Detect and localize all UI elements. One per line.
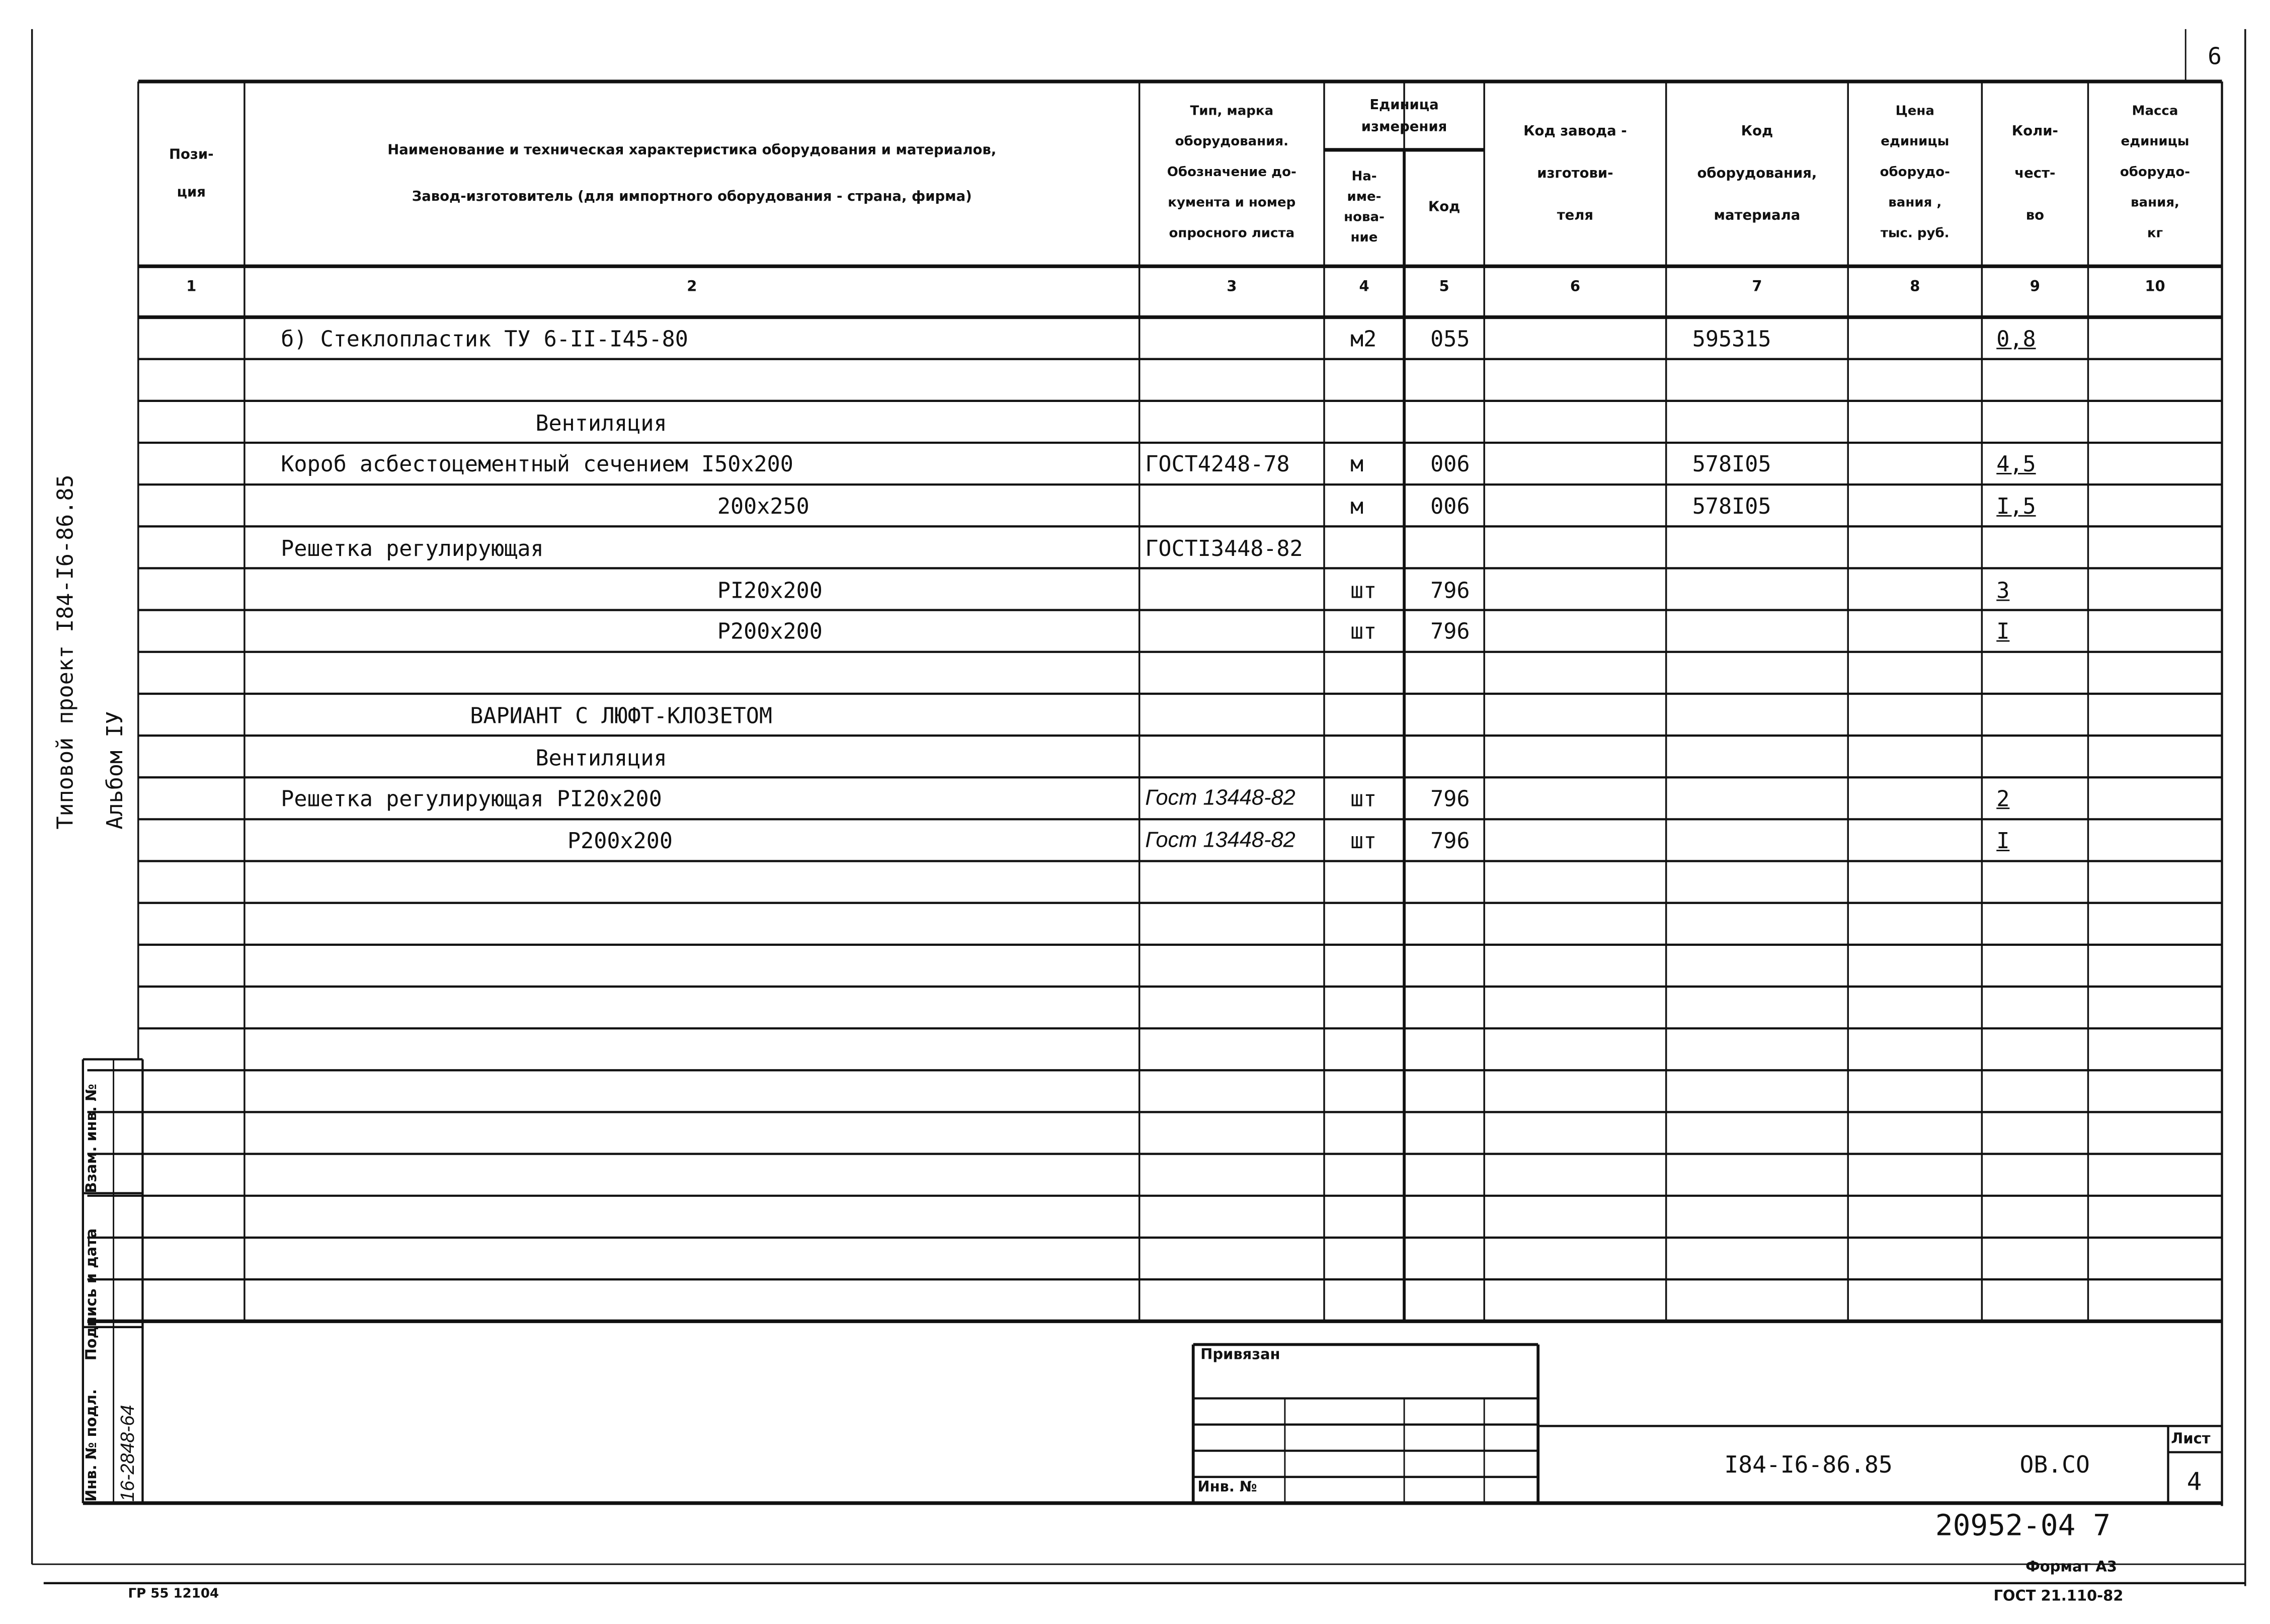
header-quantity: Коли- чест- во: [2011, 123, 2058, 224]
column-number: 6: [1570, 279, 1580, 296]
cell-qty: 3: [1996, 577, 2010, 603]
side-album-title: Альбом IУ: [102, 711, 128, 830]
header-position: Пози- ция: [169, 146, 214, 200]
cell-unit: м: [1350, 451, 1364, 478]
cell-unit: м: [1350, 493, 1364, 520]
cell-code: 055: [1430, 326, 1470, 352]
column-number: 9: [2030, 279, 2040, 296]
cell-unit: шт: [1350, 577, 1377, 603]
cell-name: 200x250: [717, 493, 809, 520]
column-number: 10: [2145, 279, 2165, 296]
sheet-number: 4: [2186, 1468, 2202, 1498]
cell-name: Вентиляция: [535, 410, 667, 436]
header-type: Тип, марка оборудования. Обозначение до- кумента и номер опросного листа: [1167, 105, 1296, 242]
cell-qty: I,5: [1996, 493, 2036, 520]
section-code: ОВ.СО: [2019, 1450, 2090, 1479]
cell-unit: м2: [1350, 326, 1377, 352]
cell-name: P200x200: [717, 618, 823, 645]
cell-qty: 2: [1996, 786, 2010, 813]
header-name: Наименование и техническая характеристика оборудования и материалов, Завод-изготовитель (для импортного оборудования - страна, фирма): [387, 141, 997, 205]
header-mass: Масса единицы оборудо- вания, кг: [2120, 105, 2191, 242]
column-number: 2: [687, 279, 697, 296]
cell-doc: ГОСТ4248-78: [1145, 451, 1290, 478]
format-label: Формат А3: [2025, 1560, 2117, 1576]
column-number: 7: [1752, 279, 1762, 296]
cell-name: P200x200: [567, 828, 673, 854]
cell-name: Решетка регулирующая: [281, 535, 544, 561]
cell-name: PI20x200: [717, 577, 823, 603]
cell-doc: ГОСТI3448-82: [1145, 535, 1303, 561]
cell-doc: Гост 13448-82: [1145, 828, 1295, 853]
sheet-label: Лист: [2171, 1432, 2211, 1448]
cell-code: 006: [1430, 451, 1470, 478]
cell-name: Решетка регулирующая PI20x200: [281, 786, 662, 813]
header-equipment-code: Код оборудования, материала: [1697, 123, 1817, 224]
header-unit-group: Единица измерения: [1361, 97, 1447, 135]
cell-qty: I: [1996, 618, 2010, 645]
stamp-signature-date: Подпись и дата: [84, 1228, 101, 1361]
column-number: 1: [186, 279, 197, 296]
cell-name: Короб асбестоцементный сечением I50x200: [281, 451, 793, 478]
cell-name: б) Стеклопластик ТУ 6-II-I45-80: [281, 326, 688, 352]
header-unit-code: Код: [1428, 199, 1461, 216]
cell-code: 796: [1430, 828, 1470, 854]
cell-code: 796: [1430, 618, 1470, 645]
cell-unit: шт: [1350, 828, 1377, 854]
header-plant-code: Код завода - изготови- теля: [1523, 123, 1627, 224]
print-mark: ГР 55 12104: [128, 1587, 219, 1602]
stamp-orig-inv-value: 16-2848-64: [116, 1405, 138, 1502]
column-number: 8: [1910, 279, 1920, 296]
cell-qty: 0,8: [1996, 326, 2036, 352]
linked-label: Привязан: [1200, 1347, 1280, 1364]
cell-qty: I: [1996, 828, 2010, 854]
header-unit-name: На- име- нова- ние: [1344, 170, 1385, 246]
cell-code: 796: [1430, 577, 1470, 603]
stamp-replaced-inv: Взам. инв. №: [84, 1084, 101, 1193]
cell-name: Вентиляция: [535, 744, 667, 771]
cell-equip-code: 595315: [1692, 326, 1771, 352]
stamp-orig-inv: Инв. № подл.: [84, 1389, 101, 1502]
cell-qty: 4,5: [1996, 451, 2036, 478]
archive-number: 20952-04 7: [1935, 1507, 2111, 1542]
cell-unit: шт: [1350, 618, 1377, 645]
page-number: 6: [2208, 42, 2222, 70]
cell-code: 796: [1430, 786, 1470, 813]
column-number: 5: [1439, 279, 1449, 296]
side-project-title: Типовой проект I84-I6-86.85: [52, 474, 79, 830]
cell-doc: Гост 13448-82: [1145, 786, 1295, 811]
standard-label: ГОСТ 21.110-82: [1993, 1589, 2124, 1605]
cell-equip-code: 578I05: [1692, 451, 1771, 478]
column-number: 3: [1227, 279, 1237, 296]
cell-name: ВАРИАНТ С ЛЮФТ-КЛОЗЕТОМ: [470, 702, 772, 729]
column-number: 4: [1359, 279, 1369, 296]
inv-no-label: Инв. №: [1197, 1480, 1257, 1496]
cell-equip-code: 578I05: [1692, 493, 1771, 520]
cell-unit: шт: [1350, 786, 1377, 813]
document-code: I84-I6-86.85: [1724, 1450, 1893, 1479]
cell-code: 006: [1430, 493, 1470, 520]
header-price: Цена единицы оборудо- вания , тыс. руб.: [1880, 105, 1950, 242]
